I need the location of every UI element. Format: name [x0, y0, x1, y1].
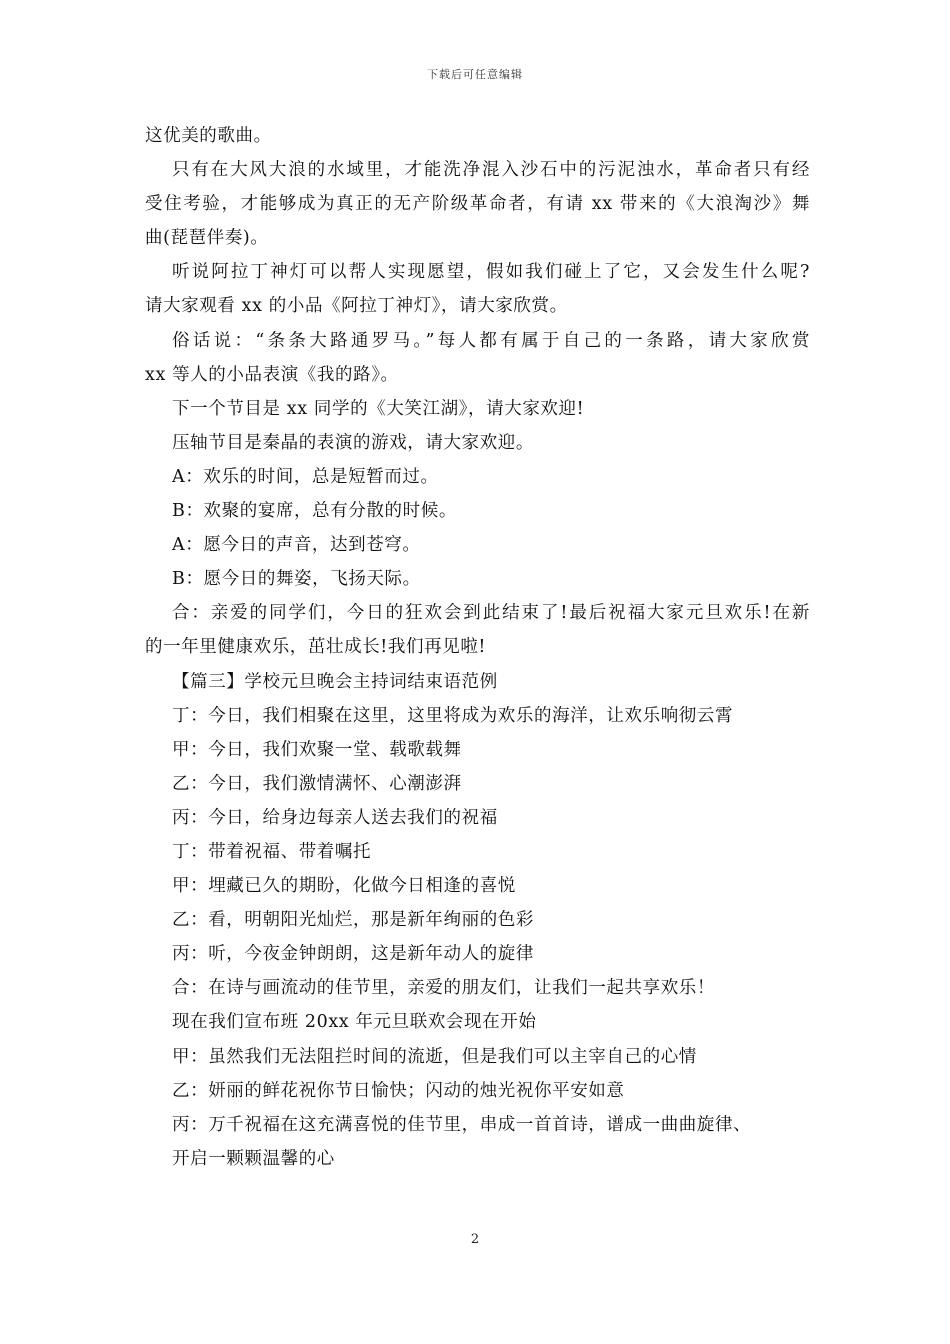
body-line: 只有在大风大浪的水域里，才能洗净混入沙石中的污泥浊水，革命者只有经 — [172, 160, 810, 181]
section-heading: 【篇三】学校元旦晚会主持词结束语范例 — [172, 671, 498, 692]
body-line: 丙：万千祝福在这充满喜悦的佳节里，串成一首首诗，谱成一曲曲旋律、 — [172, 1114, 752, 1135]
body-line: xx 等人的小品表演《我的路》。 — [145, 364, 399, 385]
body-line: 压轴节目是秦晶的表演的游戏，请大家欢迎。 — [172, 432, 534, 453]
body-line: 乙：妍丽的鲜花祝你节日愉快；闪动的烛光祝你平安如意 — [172, 1080, 625, 1101]
document-body — [145, 119, 810, 1176]
body-line: 乙：今日，我们激情满怀、心潮澎湃 — [172, 773, 462, 794]
body-line: 甲：埋藏已久的期盼，化做今日相逢的喜悦 — [172, 876, 516, 897]
body-line: B：愿今日的舞姿，飞扬天际。 — [172, 569, 421, 590]
body-line: 合：亲爱的同学们，今日的狂欢会到此结束了!最后祝福大家元旦欢乐!在新 — [172, 603, 810, 624]
body-line: 丁：今日，我们相聚在这里，这里将成为欢乐的海洋，让欢乐响彻云霄 — [172, 705, 734, 726]
body-line: 乙：看，明朝阳光灿烂，那是新年绚丽的色彩 — [172, 910, 534, 931]
body-line: 现在我们宣布班 20xx 年元旦联欢会现在开始 — [172, 1012, 537, 1033]
body-line: 合：在诗与画流动的佳节里，亲爱的朋友们，让我们一起共享欢乐！ — [172, 978, 715, 999]
body-line: 这优美的歌曲。 — [145, 126, 272, 146]
page-number: 2 — [470, 1232, 480, 1247]
body-line: 请大家观看 xx 的小品《阿拉丁神灯》，请大家欣赏。 — [145, 296, 568, 317]
body-line: 甲：今日，我们欢聚一堂、载歌载舞 — [172, 739, 462, 760]
body-line: A：愿今日的声音，达到苍穹。 — [172, 535, 421, 556]
body-line: 甲：虽然我们无法阻拦时间的流逝，但是我们可以主宰自己的心情 — [172, 1046, 697, 1067]
body-line: 丙：听，今夜金钟朗朗，这是新年动人的旋律 — [172, 944, 534, 965]
body-line: A：欢乐的时间，总是短暂而过。 — [172, 466, 439, 487]
body-line: B：欢聚的宴席，总有分散的时候。 — [172, 501, 457, 522]
body-line: 受住考验，才能够成为真正的无产阶级革命者，有请 xx 带来的《大浪淘沙》舞 — [145, 194, 810, 215]
page-header: 下载后可任意编辑 — [427, 68, 523, 81]
body-line: 丁：带着祝福、带着嘱托 — [172, 841, 372, 862]
body-line: 开启一颗颗温馨的心 — [172, 1148, 335, 1169]
body-line: 听说阿拉丁神灯可以帮人实现愿望，假如我们碰上了它，又会发生什么呢? — [172, 262, 810, 283]
body-line: 曲(琵琶伴奏)。 — [145, 228, 269, 249]
body-line: 俗话说：“条条大路通罗马。”每人都有属于自己的一条路，请大家欣赏 — [172, 330, 810, 351]
body-line: 下一个节目是 xx 同学的《大笑江湖》，请大家欢迎! — [172, 398, 585, 419]
body-line: 的一年里健康欢乐，茁壮成长!我们再见啦! — [145, 637, 487, 658]
body-line: 丙：今日，给身边每亲人送去我们的祝福 — [172, 807, 498, 828]
